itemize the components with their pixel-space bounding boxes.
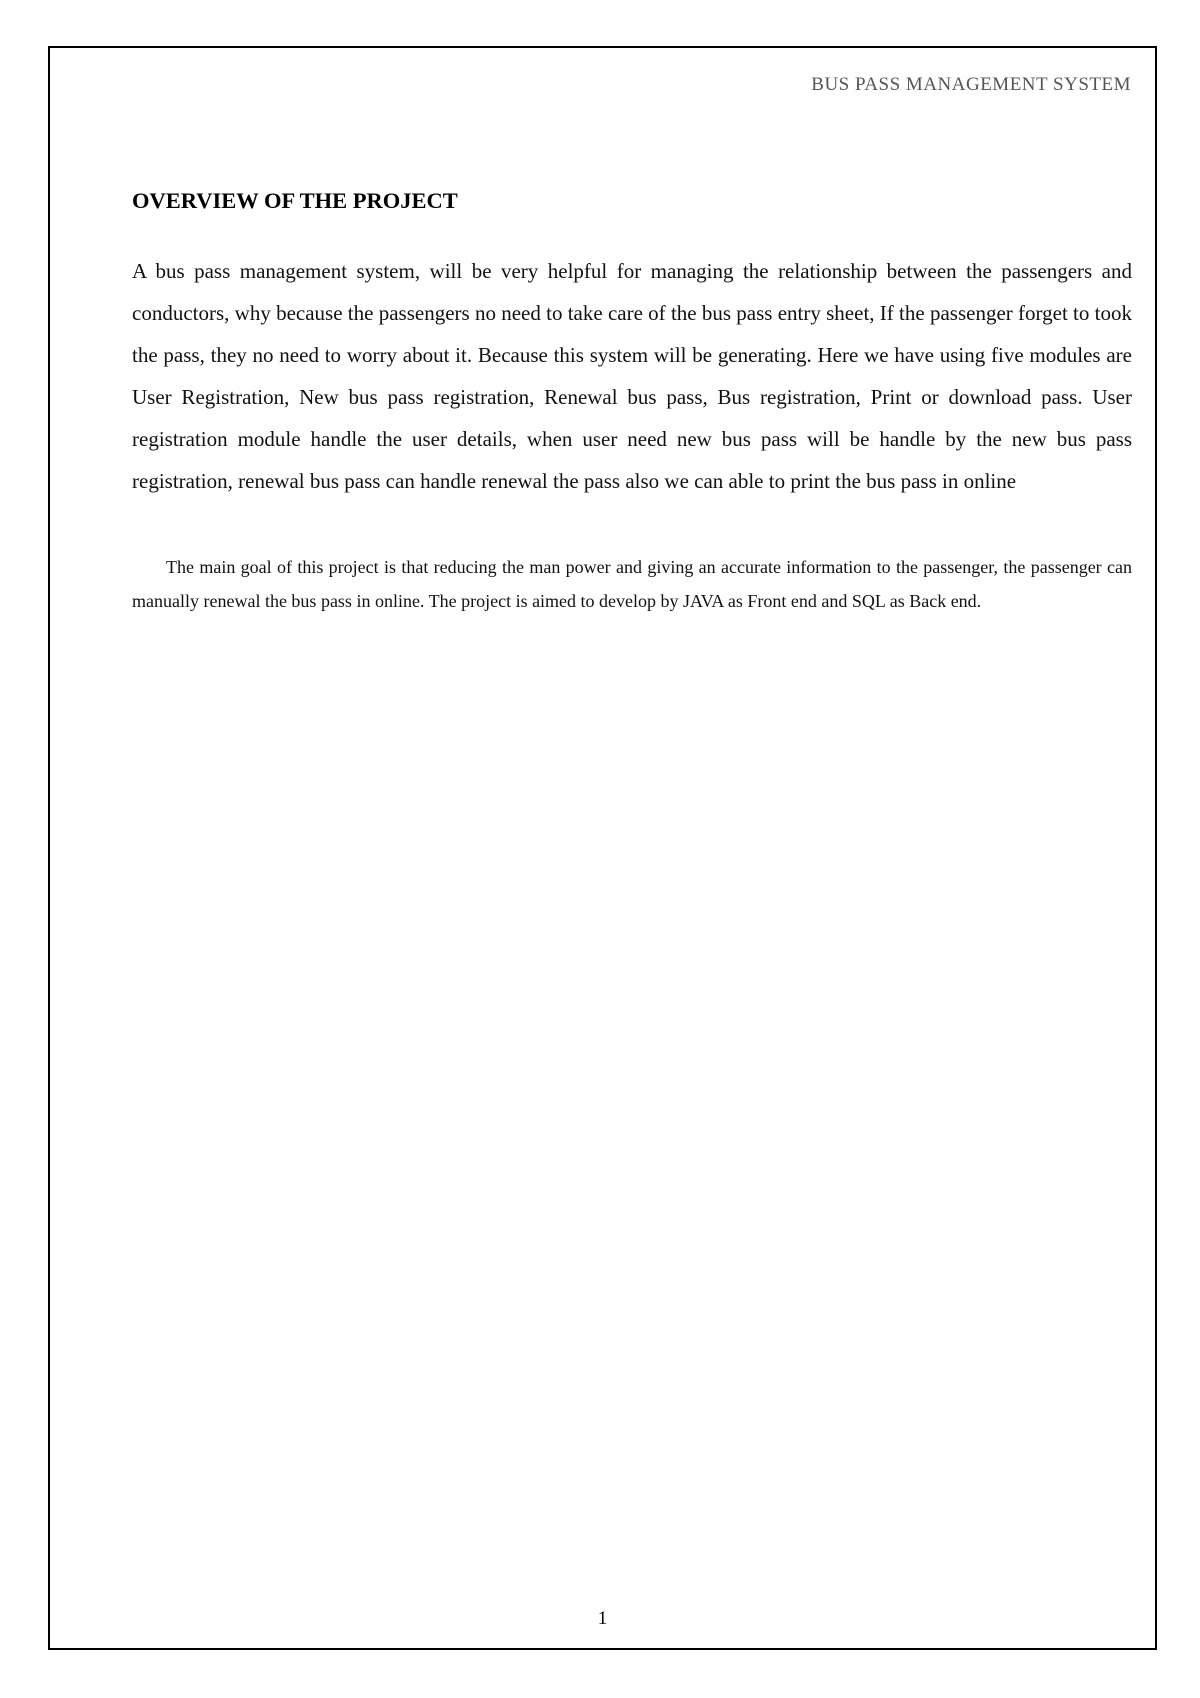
section-heading: OVERVIEW OF THE PROJECT [132,188,458,213]
body-paragraph: A bus pass management system, will be very helpful for managing the relationship between the passengers and conductors, why because the passengers no need to take care of the bus pass entry sheet, If the passenger forget to took the pass, they no need to worry about it. Because this system will be generating. Here we have using five modules are User Registration, New bus pass registration, Renewal bus pass, Bus registration, Print or download pass. User registration module handle the user details, when user need new bus pass will be handle by the new bus pass registration, renewal bus pass can handle renewal the pass also we can able to print the bus pass in online [132,259,1132,493]
page-border [48,46,1157,1650]
running-header: BUS PASS MANAGEMENT SYSTEM [811,74,1131,95]
body-paragraph: The main goal of this project is that reducing the man power and giving an accurate information to the passenger, the passenger can manually renewal the bus pass in online. The project is aimed to develop by JAVA as Front end and SQL as Back end. [132,557,1132,611]
page-number: 1 [597,1608,608,1629]
